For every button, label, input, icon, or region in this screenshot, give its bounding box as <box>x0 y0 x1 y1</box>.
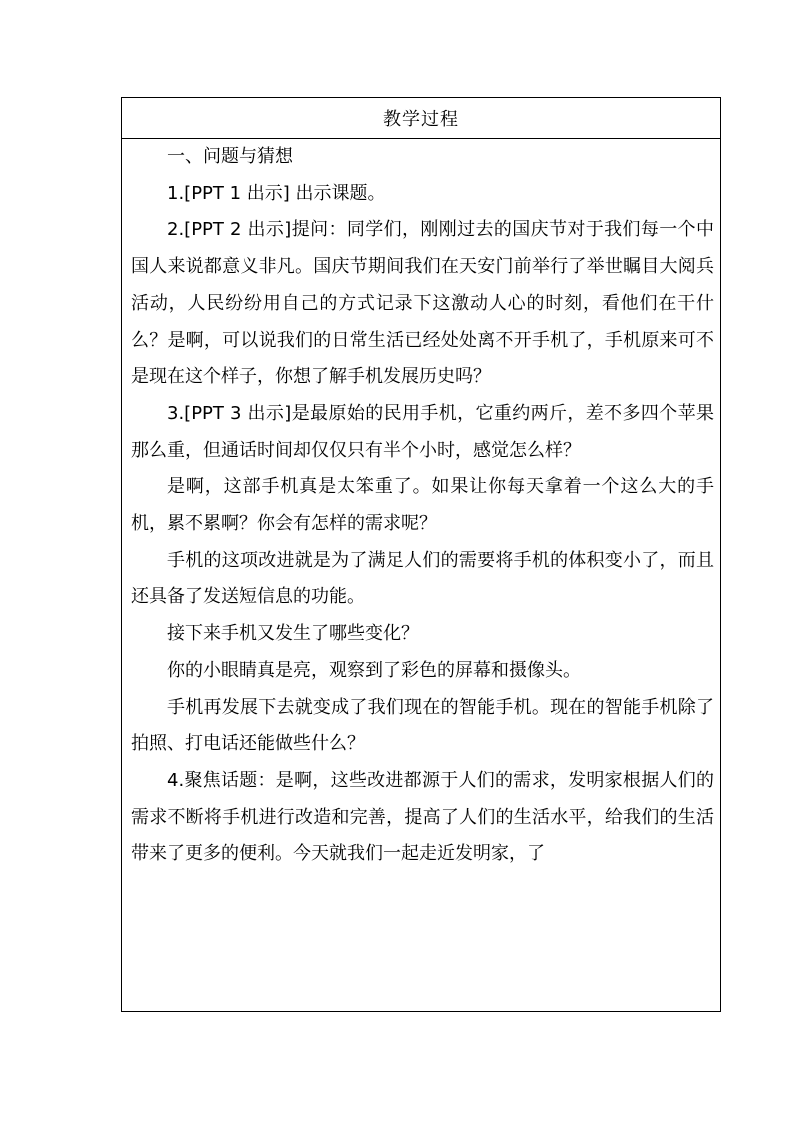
paragraph-section-heading: 一、问题与猜想 <box>167 146 293 167</box>
paragraph-response-4: 你的小眼睛真是亮，观察到了彩色的屏幕和摄像头。 <box>167 659 581 681</box>
paragraph-step-1: 1.[PPT 1 出示] 出示课题。 <box>167 182 386 204</box>
table-title: 教学过程 <box>383 109 459 130</box>
paragraph-response-5: 手机再发展下去就变成了我们现在的智能手机。现在的智能手机除了拍照、打电话还能做些什么？ <box>131 696 714 755</box>
paragraph-step-4: 4.聚焦话题：是啊，这些改进都源于人们的需求，发明家根据人们的需求不断将手机进行改造和完善，提高了人们的生活水平，给我们的生活带来了更多的便利。今天就我们一起走近发明家，了 <box>131 769 714 865</box>
table-body <box>122 139 720 873</box>
teaching-process-table <box>121 97 721 1012</box>
paragraph-step-3: 3.[PPT 3 出示]是最原始的民用手机，它重约两斤，差不多四个苹果那么重，但通话时间却仅仅只有半个小时，感觉怎么样？ <box>131 402 714 461</box>
paragraph-response-1: 是啊，这部手机真是太笨重了。如果让你每天拿着一个这么大的手机，累不累啊？你会有怎样的需求呢？ <box>131 476 714 535</box>
paragraph-response-3: 接下来手机又发生了哪些变化？ <box>167 623 419 645</box>
paragraph-response-2: 手机的这项改进就是为了满足人们的需要将手机的体积变小了，而且还具备了发送短信息的功能。 <box>131 549 714 608</box>
table-header <box>122 98 720 139</box>
paragraph-step-2: 2.[PPT 2 出示]提问：同学们，刚刚过去的国庆节对于我们每一个中国人来说都意义非凡。国庆节期间我们在天安门前举行了举世瞩目大阅兵活动，人民纷纷用自己的方式记录下这激动人心的时刻，看他们在干什么？是啊，可以说我们的日常生活已经处处离不开手机了，手机原来可不是现在这个样子，你想了解手机发展历史吗？ <box>131 219 714 388</box>
